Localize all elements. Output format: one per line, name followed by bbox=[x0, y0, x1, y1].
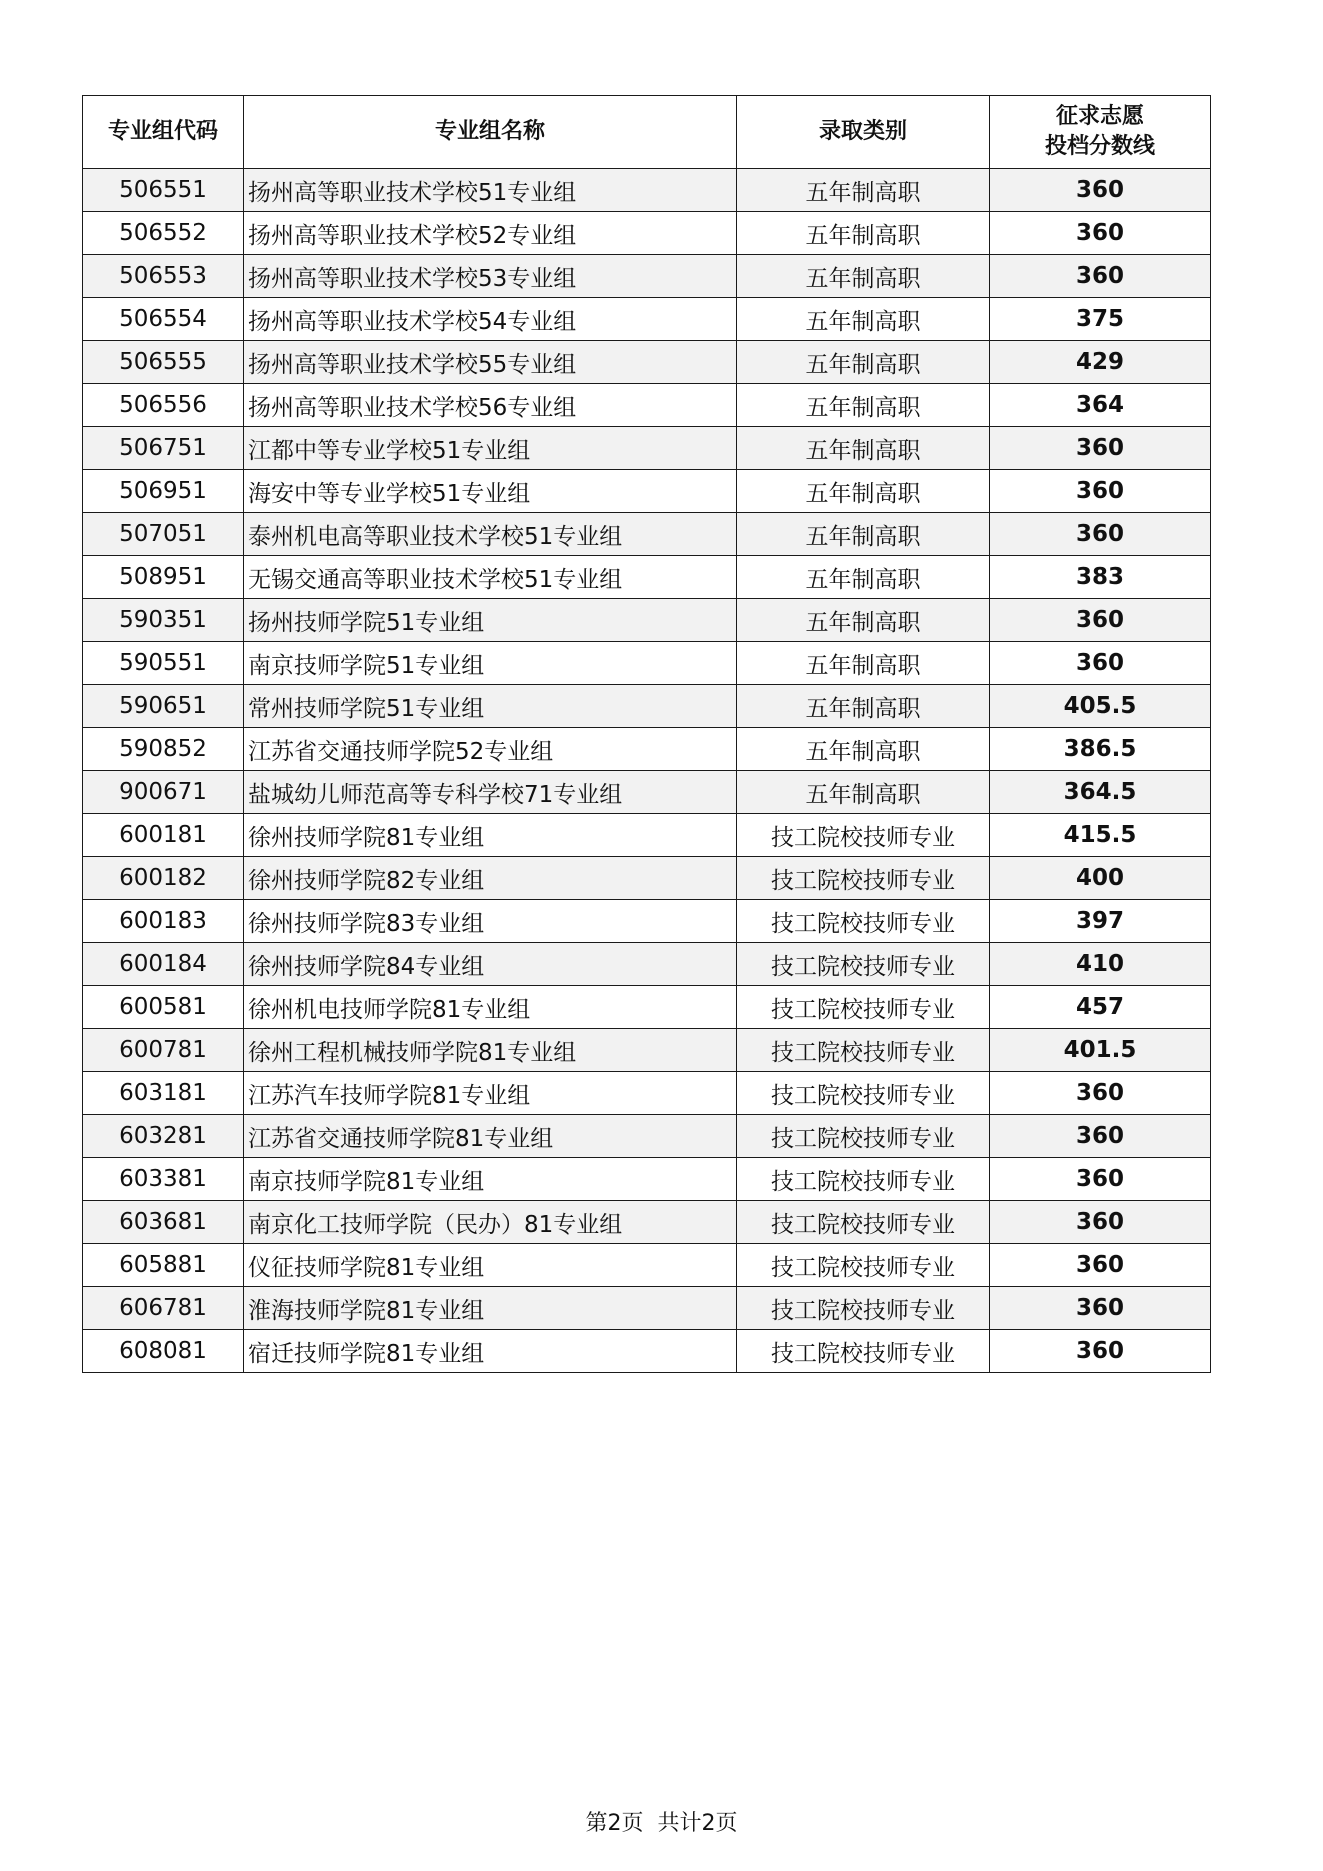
table-row bbox=[83, 857, 1211, 900]
cell-score: 360 bbox=[990, 470, 1211, 513]
cell-code: 506951 bbox=[83, 470, 244, 513]
table-row bbox=[83, 513, 1211, 556]
page-number: 第2页 bbox=[585, 1811, 644, 1836]
cell-name: 南京技师学院81专业组 bbox=[244, 1158, 737, 1201]
cell-code: 603381 bbox=[83, 1158, 244, 1201]
cell-type: 技工院校技师专业 bbox=[737, 1158, 990, 1201]
table-body bbox=[83, 169, 1211, 1373]
cell-type: 五年制高职 bbox=[737, 169, 990, 212]
page-footer bbox=[0, 1806, 1323, 1837]
table-row bbox=[83, 384, 1211, 427]
table-header-row bbox=[83, 96, 1211, 169]
header-score-line1: 征求志愿 bbox=[1055, 104, 1144, 129]
cell-type: 五年制高职 bbox=[737, 685, 990, 728]
table-row bbox=[83, 771, 1211, 814]
table-row bbox=[83, 599, 1211, 642]
cell-score: 415.5 bbox=[990, 814, 1211, 857]
header-code: 专业组代码 bbox=[83, 96, 244, 169]
cell-type: 五年制高职 bbox=[737, 771, 990, 814]
cell-name: 海安中等专业学校51专业组 bbox=[244, 470, 737, 513]
cell-code: 600781 bbox=[83, 1029, 244, 1072]
cell-type: 技工院校技师专业 bbox=[737, 1029, 990, 1072]
cell-score: 364 bbox=[990, 384, 1211, 427]
cell-name: 淮海技师学院81专业组 bbox=[244, 1287, 737, 1330]
cell-code: 506552 bbox=[83, 212, 244, 255]
cell-type: 五年制高职 bbox=[737, 384, 990, 427]
table-row bbox=[83, 685, 1211, 728]
cell-code: 590651 bbox=[83, 685, 244, 728]
cell-score: 397 bbox=[990, 900, 1211, 943]
cell-type: 技工院校技师专业 bbox=[737, 1244, 990, 1287]
score-table-container bbox=[82, 95, 1210, 1373]
cell-type: 五年制高职 bbox=[737, 298, 990, 341]
cell-type: 五年制高职 bbox=[737, 212, 990, 255]
table-row bbox=[83, 900, 1211, 943]
cell-name: 扬州高等职业技术学校51专业组 bbox=[244, 169, 737, 212]
cell-name: 常州技师学院51专业组 bbox=[244, 685, 737, 728]
table-row bbox=[83, 169, 1211, 212]
table-row bbox=[83, 1201, 1211, 1244]
cell-score: 360 bbox=[990, 1072, 1211, 1115]
cell-type: 技工院校技师专业 bbox=[737, 1330, 990, 1373]
table-row bbox=[83, 212, 1211, 255]
cell-score: 360 bbox=[990, 1244, 1211, 1287]
cell-name: 仪征技师学院81专业组 bbox=[244, 1244, 737, 1287]
cell-name: 江苏省交通技师学院81专业组 bbox=[244, 1115, 737, 1158]
cell-code: 603181 bbox=[83, 1072, 244, 1115]
cell-score: 360 bbox=[990, 1287, 1211, 1330]
cell-score: 360 bbox=[990, 1115, 1211, 1158]
cell-name: 南京技师学院51专业组 bbox=[244, 642, 737, 685]
cell-name: 徐州技师学院84专业组 bbox=[244, 943, 737, 986]
cell-name: 徐州技师学院82专业组 bbox=[244, 857, 737, 900]
cell-name: 江苏省交通技师学院52专业组 bbox=[244, 728, 737, 771]
cell-score: 383 bbox=[990, 556, 1211, 599]
cell-code: 507051 bbox=[83, 513, 244, 556]
cell-type: 五年制高职 bbox=[737, 599, 990, 642]
cell-code: 606781 bbox=[83, 1287, 244, 1330]
cell-code: 506556 bbox=[83, 384, 244, 427]
table-row bbox=[83, 986, 1211, 1029]
cell-code: 600581 bbox=[83, 986, 244, 1029]
cell-code: 590351 bbox=[83, 599, 244, 642]
cell-code: 506551 bbox=[83, 169, 244, 212]
table-row bbox=[83, 341, 1211, 384]
cell-code: 608081 bbox=[83, 1330, 244, 1373]
cell-score: 364.5 bbox=[990, 771, 1211, 814]
cell-score: 457 bbox=[990, 986, 1211, 1029]
cell-code: 600184 bbox=[83, 943, 244, 986]
cell-score: 360 bbox=[990, 1201, 1211, 1244]
cell-name: 徐州技师学院81专业组 bbox=[244, 814, 737, 857]
table-row bbox=[83, 943, 1211, 986]
cell-type: 技工院校技师专业 bbox=[737, 1072, 990, 1115]
cell-code: 600183 bbox=[83, 900, 244, 943]
cell-name: 扬州技师学院51专业组 bbox=[244, 599, 737, 642]
cell-type: 五年制高职 bbox=[737, 427, 990, 470]
cell-type: 五年制高职 bbox=[737, 341, 990, 384]
cell-code: 508951 bbox=[83, 556, 244, 599]
cell-score: 360 bbox=[990, 599, 1211, 642]
cell-type: 技工院校技师专业 bbox=[737, 943, 990, 986]
cell-type: 五年制高职 bbox=[737, 470, 990, 513]
cell-name: 江都中等专业学校51专业组 bbox=[244, 427, 737, 470]
table-row bbox=[83, 642, 1211, 685]
table-row bbox=[83, 1158, 1211, 1201]
cell-name: 宿迁技师学院81专业组 bbox=[244, 1330, 737, 1373]
cell-score: 386.5 bbox=[990, 728, 1211, 771]
table-row bbox=[83, 556, 1211, 599]
cell-code: 603281 bbox=[83, 1115, 244, 1158]
cell-score: 401.5 bbox=[990, 1029, 1211, 1072]
cell-name: 扬州高等职业技术学校55专业组 bbox=[244, 341, 737, 384]
table-row bbox=[83, 427, 1211, 470]
cell-score: 360 bbox=[990, 427, 1211, 470]
header-score-line2: 投档分数线 bbox=[1044, 134, 1155, 159]
cell-name: 徐州机电技师学院81专业组 bbox=[244, 986, 737, 1029]
table-row bbox=[83, 298, 1211, 341]
cell-score: 400 bbox=[990, 857, 1211, 900]
table-row bbox=[83, 814, 1211, 857]
cell-score: 360 bbox=[990, 513, 1211, 556]
cell-score: 375 bbox=[990, 298, 1211, 341]
table-row bbox=[83, 728, 1211, 771]
cell-name: 扬州高等职业技术学校54专业组 bbox=[244, 298, 737, 341]
table-row bbox=[83, 1029, 1211, 1072]
cell-name: 南京化工技师学院（民办）81专业组 bbox=[244, 1201, 737, 1244]
table-row bbox=[83, 470, 1211, 513]
table-row bbox=[83, 1287, 1211, 1330]
cell-code: 600182 bbox=[83, 857, 244, 900]
table-row bbox=[83, 1115, 1211, 1158]
cell-type: 五年制高职 bbox=[737, 255, 990, 298]
cell-type: 五年制高职 bbox=[737, 728, 990, 771]
cell-type: 技工院校技师专业 bbox=[737, 814, 990, 857]
cell-code: 900671 bbox=[83, 771, 244, 814]
cell-score: 360 bbox=[990, 169, 1211, 212]
cell-score: 405.5 bbox=[990, 685, 1211, 728]
cell-code: 506554 bbox=[83, 298, 244, 341]
cell-name: 徐州技师学院83专业组 bbox=[244, 900, 737, 943]
cell-type: 技工院校技师专业 bbox=[737, 1201, 990, 1244]
table-row bbox=[83, 255, 1211, 298]
table-row bbox=[83, 1072, 1211, 1115]
cell-type: 五年制高职 bbox=[737, 642, 990, 685]
cell-score: 360 bbox=[990, 1158, 1211, 1201]
header-type: 录取类别 bbox=[737, 96, 990, 169]
header-score bbox=[990, 96, 1211, 169]
cell-type: 五年制高职 bbox=[737, 513, 990, 556]
cell-score: 360 bbox=[990, 1330, 1211, 1373]
cell-name: 扬州高等职业技术学校56专业组 bbox=[244, 384, 737, 427]
cell-name: 泰州机电高等职业技术学校51专业组 bbox=[244, 513, 737, 556]
cell-type: 技工院校技师专业 bbox=[737, 1115, 990, 1158]
page-total: 共计2页 bbox=[657, 1811, 738, 1836]
cell-code: 506751 bbox=[83, 427, 244, 470]
cell-score: 360 bbox=[990, 212, 1211, 255]
table-row bbox=[83, 1330, 1211, 1373]
cell-name: 江苏汽车技师学院81专业组 bbox=[244, 1072, 737, 1115]
cell-score: 410 bbox=[990, 943, 1211, 986]
cell-code: 600181 bbox=[83, 814, 244, 857]
cell-code: 506553 bbox=[83, 255, 244, 298]
cell-code: 590551 bbox=[83, 642, 244, 685]
score-table bbox=[82, 95, 1211, 1373]
cell-type: 技工院校技师专业 bbox=[737, 1287, 990, 1330]
cell-name: 徐州工程机械技师学院81专业组 bbox=[244, 1029, 737, 1072]
cell-code: 603681 bbox=[83, 1201, 244, 1244]
cell-name: 扬州高等职业技术学校52专业组 bbox=[244, 212, 737, 255]
cell-name: 盐城幼儿师范高等专科学校71专业组 bbox=[244, 771, 737, 814]
cell-name: 无锡交通高等职业技术学校51专业组 bbox=[244, 556, 737, 599]
cell-score: 360 bbox=[990, 255, 1211, 298]
cell-score: 429 bbox=[990, 341, 1211, 384]
cell-type: 五年制高职 bbox=[737, 556, 990, 599]
header-name: 专业组名称 bbox=[244, 96, 737, 169]
cell-name: 扬州高等职业技术学校53专业组 bbox=[244, 255, 737, 298]
cell-code: 506555 bbox=[83, 341, 244, 384]
cell-score: 360 bbox=[990, 642, 1211, 685]
cell-type: 技工院校技师专业 bbox=[737, 857, 990, 900]
cell-code: 590852 bbox=[83, 728, 244, 771]
cell-code: 605881 bbox=[83, 1244, 244, 1287]
table-row bbox=[83, 1244, 1211, 1287]
cell-type: 技工院校技师专业 bbox=[737, 986, 990, 1029]
cell-type: 技工院校技师专业 bbox=[737, 900, 990, 943]
